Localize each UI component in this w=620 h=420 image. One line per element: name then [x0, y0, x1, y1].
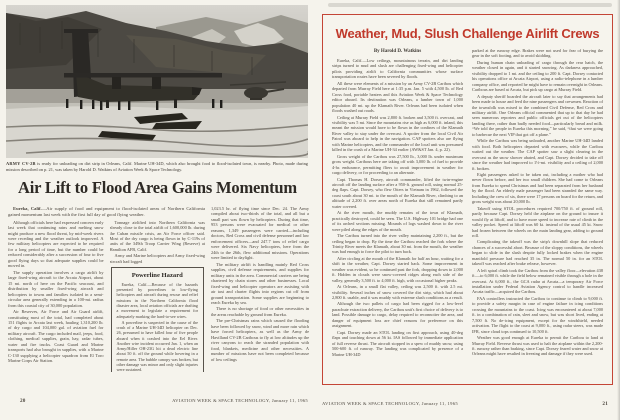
paragraph: Air Reserves, Air Force and Air Guard airlift, constituting most of the total, had completed about 151 flights to Arcata last week, hauling 1,310,200 lb. of dry cargo and 104,000 gal. of aviation fuel for military aircraft. The cargo included mail, jeeps, food, clothing, medical supplies, grain, hay, radar tubes, water and fire trucks. Coast Guard and Marine transports had also brought in supplies, with a Marine C-130 supplying a helicopter squadron from El Toro Marine Corps Air Station.: [8, 309, 104, 364]
paragraph: Capt. Thomas H. Dorsey, aircraft commander, lifted the twin-engine aircraft off the landing surface after a 950-ft. ground roll, using normal 25-deg flaps. Capt. Dorsey, who flew Otters in Vietnam in 1962, followed the coast south about 30 mi. to the mouth of the Klamath River, climbing to an altitude of 2,200 ft. over areas north of Eureka that still remained partly water covered.: [332, 176, 463, 209]
paragraph: The pre-Christmas rains which caused the flooding have been followed by snow, wind and more rain which have forced helicopters, as well as the Army de Havilland CV-2B Caribous to fly at low altitudes up the river canyons to reach the stranded population with food, blankets, medicine and other necessities. A number of missions have not been completed because of low ceilings: [211, 318, 309, 362]
left-article-headline: Air Lift to Flood Area Gains Momentum: [18, 178, 297, 197]
news-photo: [6, 5, 308, 158]
paragraph: FAA controllers instructed the Caribou to continue to climb to 9,000 ft. to provide a safety margin in case of engine failure in icing conditions crossing the mountains to the coast. Icing was encountered at about 7,000 ft. in a combination of rain, sleet and snow, but was short lived, ending at 7,500 ft. No de-icing equipment, except for the windshield, needed activation. The flight to the coast at 9,000 ft., using radar steers, was made IFR, since cloud tops continued to 10,500 ft.: [472, 295, 603, 334]
paragraph: A deputy sheriff boarded the aircraft later to say that arrangements had been made to house and feed the nine passengers and crewmen. Reaction of the townsfolk was mixed to the combined Civil Defense, Red Cross and military airlift. One Orleans official commented that up to that day he had seen numerous reporters and public officials get out of the helicopters landing there, rather than badly needed food—particularly bread and milk. “We told the people in Eureka this morning,” he said, “that we were going to barbecue the next VIP that got off a plane.”: [472, 93, 603, 137]
paragraph: A left spiral climb took the Caribou from the valley floor—elevation 438 ft.—to 6,000 ft. while the field below remained visible through a hole in the overcast. At 6,000 ft., the GCA radar at Arcata—a temporary Air Force installation under Federal Aviation Agency control to handle increased Arcata traffic—acquired the Caribou.: [472, 267, 603, 295]
paragraph: Eureka, Calif.—Because of the hazards presented by powerlines to low-flying helicopters and aircraft during rescue and relief missions in the Northern California flood disaster area, local aviation officials are drafting a movement to legislate a requirement for adequately marking the hard-to-see wires.: [116, 281, 198, 319]
feature-column-1: [332, 48, 463, 370]
paragraph: During human chain unloading of cargo through the rear hatch, the weather closed in again, and it started snowing. As darkness approached, visibility dropped to 1 mi. and the ceiling to 200 ft. Capt. Dorsey contacted his operations office at Arcata Airport, using a radio-telephone in a lumber company office, and reported he might have to remain overnight in Orleans. Caribous are based at Arcata, but pick up cargo at Murray Field.: [472, 59, 603, 93]
paragraph: Ceiling at Murray Field was 2,800 ft. broken and 3,500 ft. overcast, and visibility was 5 mi. Since the mountains rise as high as 6,000 ft. inland, this meant the mission would have to be flown in the confines of the Klamath River valley to stay under the overcast. A spotter from the local Civil Air Patrol was aboard to help in the navigation. CAP spotters also are flying with Marine helicopters, and the commander of the local unit was presumed killed in the crash of a Marine UH-34 earlier (AW&ST Jan. 4, p. 22).: [332, 114, 463, 153]
paragraph: At the river mouth, the muddy remains of the town of Klamath, practically destroyed, could be seen. The U.S. Highway 101 bridge had one of its arched sections missing. Mounds of logs washed down to the river were piled along the edges of the mouth.: [332, 210, 463, 232]
sidebar-paragraphs: [117, 282, 199, 372]
paragraph: Tonnage airlifted into Northern California was already close to the total airlift of 1,600,000 lb. during the Cuban missile crisis, an Air Force officer said. Most of the dry cargo is being flown in by C-119s of units of the 349th Troop Carrier Wing (Reserve) at Hamilton AFB, Calif.: [109, 219, 205, 252]
paragraph: Although officials here had expressed concern early last week that continuing rains and melting snow might produce a new flood threat, by mid-week rivers were receding and the weather outlook improved. A few military helicopters are expected to be required for a long period of time, but the number could be reduced considerably after a succession of four to five good flying days so that adequate supplies could be moved in.: [8, 219, 104, 269]
paragraph: There is no shortage of food or other necessities in the areas reachable by ground from Eureka.: [211, 306, 309, 317]
scan-artifact-band: [328, 3, 612, 7]
right-page-footer: AVIATION WEEK & SPACE TECHNOLOGY, January 11, 1965: [322, 401, 458, 406]
feature-column-1-paragraphs: [332, 58, 463, 357]
paragraph: All these were elements of a mission by an Army CV-2B Caribou which departed from Murray Field here at 1:35 p.m. Jan. 5 with 4,500 lb. of Red Cross food, portable heaters and this Aviation Week & Space Technology editor aboard. Its destination was Orleans, a lumber town of 1,000 population 40 mi. up the Klamath River. Orleans had been isolated when floods washed out roads.: [332, 80, 463, 114]
paragraph: The military airlift is handling mainly Red Cross supplies, civil defense requirements, and supplies for military units in the area. Commercial carriers are being chartered by chain stores and other businesses. Local fixed-wing and helicopter operators are assisting with air taxi and charter flights into regions cut off from ground transportation. Some supplies are beginning to reach Eureka by sea.: [211, 261, 309, 305]
paragraph: Capt. Dorsey made an STOL landing on first approach, using 40-deg flaps and touching down at 56 kt. IAS followed by immediate application of full reverse thrust. The aircraft stopped in a spew of muddy snow, using 500-600 ft. of runway. The landing was complicated by presence of a Marine UH-34D: [332, 329, 463, 357]
column-2-paragraphs: [110, 220, 206, 265]
paragraph: 1,023.5 hr. of flying time since Dec. 24. The Army compiled about two-thirds of the total, and all but a small part was flown by helicopters. During that time, 953 persons were evacuated for medical or other reasons, 1,349 passengers were carried—including doctors, Red Cross and civil defense personnel and law enforcement officers—and 247.7 tons of relief cargo were delivered. Six Navy helicopters, here from the 24th to the 26th, flew additional missions. Operations were limited to daylight.: [211, 206, 309, 261]
column-3-paragraphs: [211, 262, 309, 362]
left-article-columns-1-2: [8, 206, 205, 392]
feature-column-2: [472, 48, 603, 370]
paragraph: The supply operation involves a cargo airlift by large fixed-wing aircraft to the Arcata Airport, about 15 mi. north of here on the Pacific seacoast, and distribution by smaller fixed-wing aircraft and helicopters to towns and families isolated in a semi-circular area generally extending in a 100-mi. radius from this coastal city of 30,000 population.: [8, 269, 104, 308]
paragraph: Gross weight of the Caribou was 27,500 lb., 3,000 lb. under maximum gross weight. Caribous here are taking off with 3,000 lb. of fuel to provide 4-hr. endurance, permitting fliers to await improvement in weather for cargo delivery, or for proceeding to an alternate.: [332, 153, 463, 176]
paragraph: parked at the runway edge. Brakes were not used for fear of burying the gear in the soft footing, and to avoid skidding.: [472, 48, 603, 59]
paragraph: Takeoff using STOL procedures required 700/750 ft. of ground roll, partly because Capt. Dorsey held the airplane on the ground to insure it would fly at liftoff, and to have more speed to increase rate of climb in the valley pocket. Speed at liftoff was 60 kt. instead of the usual 45 kt. Snow had frozen between the wheels on the main landing gear, adding to ground roll.: [472, 205, 603, 238]
lead-paragraph: [8, 206, 205, 218]
left-article-column-3: [211, 206, 309, 392]
lead-text: —Air supply of food and equipment to flood-isolated areas of Northern California gained momentum last week with the first full day of good flying weather.: [8, 206, 205, 217]
paragraph: Eureka, Calif.—Low ceilings, mountainous terrain, and dirt landing strips turned to mud and slush are challenging fixed-wing and helicopter pilots providing airlift to California communities whose surface transportation routes have been severed by floods.: [332, 58, 463, 80]
paragraph: While the Caribou was being unloaded, another Marine UH-34D landed with food. Both helicopters departed with evacuees, while the Caribou waited out the weather. The CAP spotter saw a slight clearing in the overcast as the snow shower abated, and Capt. Dorsey decided to take off since the weather had improved to 1½-mi. visibility and a ceiling of 2,000 ft. broken.: [472, 138, 603, 171]
dateline: Eureka, Calif.: [13, 206, 42, 211]
paragraph: Complicating the takeoff was the strip's downhill slope that reduced chances of a successful abort. Because of the sloppy conditions, the wheels began to slide in the slush despite fully locked brakes when the engine manifold pressure had reached 35 in. The normal 50 in. for an STOL takeoff was reached after brake release, however.: [472, 239, 603, 267]
feature-article-box: [322, 14, 613, 385]
byline: By Harold D. Watkins: [373, 49, 422, 54]
photo-caption: [6, 161, 308, 173]
powerline-hazard-sidebar: [111, 267, 205, 371]
caption-text: is ready for unloading on dirt strip in Orleans, Calif. Marine UH-34D, which also brought food to flood-isolated town, is nearby. Photo, made during mission described on p. 21, was taken by Harold D. Watkins of Aviation Week & Space Technology.: [6, 161, 308, 172]
feature-article-columns: [332, 48, 603, 370]
sidebar-title: Powerline Hazard: [131, 272, 183, 280]
left-page-footer: AVIATION WEEK & SPACE TECHNOLOGY, January 11, 1965: [172, 398, 308, 403]
left-article-column-1: [8, 220, 104, 372]
feature-column-2-paragraphs: [472, 60, 603, 357]
left-article-body: [8, 206, 309, 392]
left-article-lead: [8, 206, 205, 218]
left-page-number: 20: [20, 398, 26, 404]
caption-lead: ARMY CV-2B: [6, 161, 36, 166]
left-article-column-2: [110, 220, 206, 372]
paragraph: The Caribou turned into the river valley maintaining 2,200 ft., but the ceiling began to drop. By the time the Caribou reached the fork where the Trinity River meets the Klamath, about 30 mi. from the mouth, the weather was bad enough to force the pilot to turn back.: [332, 233, 463, 255]
paragraph: Weather was good enough at Eureka to permit the Caribou to land at Murray Field. Reverse thrust was used to halt the airplane within the 2,200-ft. runway rather than braking, since Capt. Dorsey feared water and snow at Orleans might have resulted in freezing and damage if they were used.: [472, 335, 603, 357]
photo-illustration: [6, 5, 308, 158]
paragraph: Army and Marine helicopters and Army fixed-wing aircraft had logged: [109, 253, 205, 264]
paragraph: At Orleans, in a small flat valley, ceiling was 2,500 ft. with 2.5 mi. visibility. Several inches of snow covered the dirt strip, which had about 2,800 ft. usable, and it was muddy with extreme slush conditions as a result.: [332, 284, 463, 301]
paragraph: Eight passengers asked to be taken out, including a mother who had never flown before, and her two small children. She had come to Orleans from Eureka to spend Christmas and had been separated from her husband by the flood. An elderly male passenger had been stranded the same way. Including the crew of six, there were 17 persons on board for the return, and gross weight was about 20,000 lb.: [472, 171, 603, 205]
right-page-number: 21: [602, 401, 608, 407]
paragraph: Although the two pallets of cargo had been rigged for a low-level parachute extraction delivery, the Caribou unit's first choice of delivery is to land. Possible damage to cargo, delay required to reconnoiter the area, and danger of equipment loss are chief reasons for preference on this assignment.: [332, 301, 463, 329]
paragraph: A powerline is suspected in the cause of the crash of a Marine UH-34D helicopter on Dec. 26, presumed to have killed four of five people aboard when it crashed into the Eel River. Another wire incident occurred Jan. 1, when an Army/Hiller OH-23G hit a dead electric line about 50 ft. off the ground while hovering in a remote area. The bubble canopy was broken, but other damage was minor and only slight injuries were sustained.: [116, 319, 198, 372]
paragraph: After circling at the mouth of the Klamath for half an hour, waiting for a shift in the weather, Capt. Dorsey started back. Some improvement in weather was evident, so he continued past the fork, dropping down to 2,000 ft. Hidden in clouds were snow-covered ridges along each side of the valley, generally 3,500 ft. to 4,000 ft. high, with occasional higher peaks.: [332, 255, 463, 283]
left-article-two-columns: [8, 220, 205, 372]
feature-article-title: Weather, Mud, Slush Challenge Airlift Crews: [335, 26, 600, 41]
